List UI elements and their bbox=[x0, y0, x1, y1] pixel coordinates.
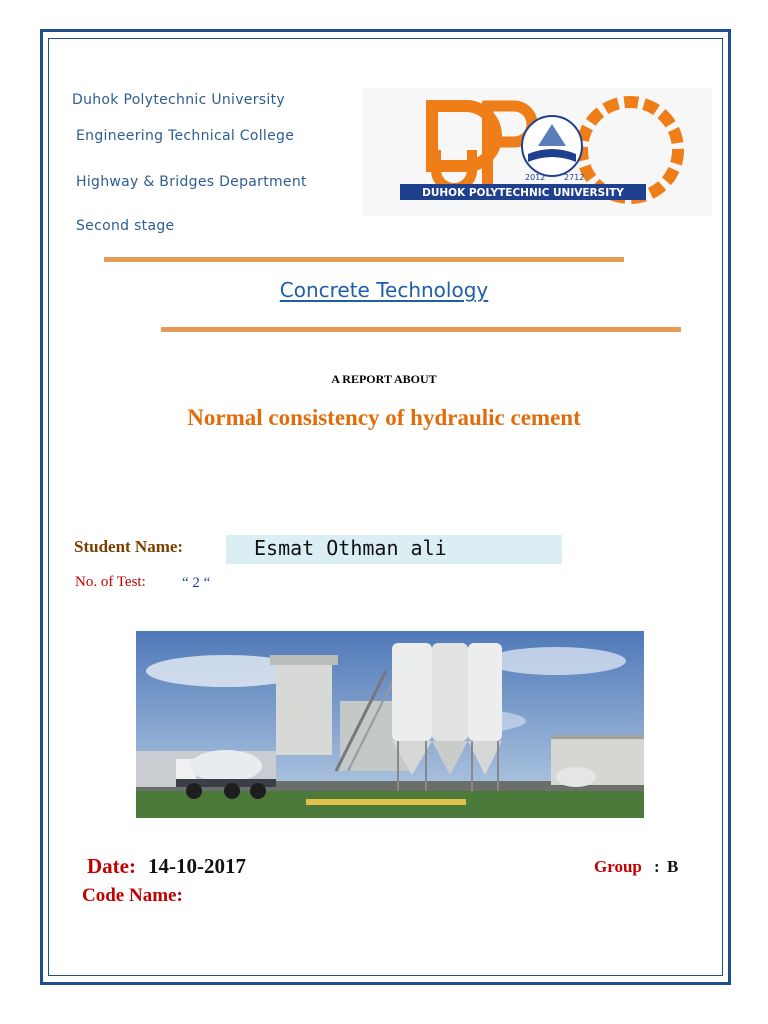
divider-top bbox=[104, 257, 624, 262]
course-title bbox=[0, 278, 768, 302]
department-name: Highway & Bridges Department bbox=[76, 174, 307, 190]
report-kicker: A REPORT ABOUT bbox=[331, 372, 437, 386]
logo-university-name: DUHOK POLYTECHNIC UNIVERSITY bbox=[422, 187, 624, 199]
stage-label: Second stage bbox=[76, 218, 175, 234]
student-name-value: Esmat Othman ali bbox=[254, 536, 447, 560]
date-label: Date: bbox=[87, 854, 136, 878]
divider-bottom bbox=[161, 327, 681, 332]
book-tree-icon bbox=[522, 116, 582, 176]
test-number-label: No. of Test: bbox=[75, 574, 146, 590]
date-value: 14-10-2017 bbox=[148, 854, 246, 878]
university-name: Duhok Polytechnic University bbox=[72, 92, 285, 108]
test-number-value: “ 2 “ bbox=[182, 575, 211, 591]
college-name: Engineering Technical College bbox=[76, 128, 295, 144]
concrete-plant-photo bbox=[136, 631, 644, 818]
group-value: B bbox=[667, 857, 679, 876]
code-name-label: Code Name: bbox=[82, 885, 183, 906]
course-title-text: Concrete Technology bbox=[279, 278, 489, 302]
group-colon: : bbox=[654, 857, 660, 876]
report-title: Normal consistency of hydraulic cement bbox=[187, 405, 581, 430]
dpu-logo bbox=[362, 88, 712, 216]
logo-year-left: 2012 bbox=[525, 173, 546, 182]
student-name-label: Student Name: bbox=[74, 537, 184, 556]
logo-year-right: 2712 bbox=[564, 173, 585, 182]
group-label: Group bbox=[594, 857, 642, 876]
